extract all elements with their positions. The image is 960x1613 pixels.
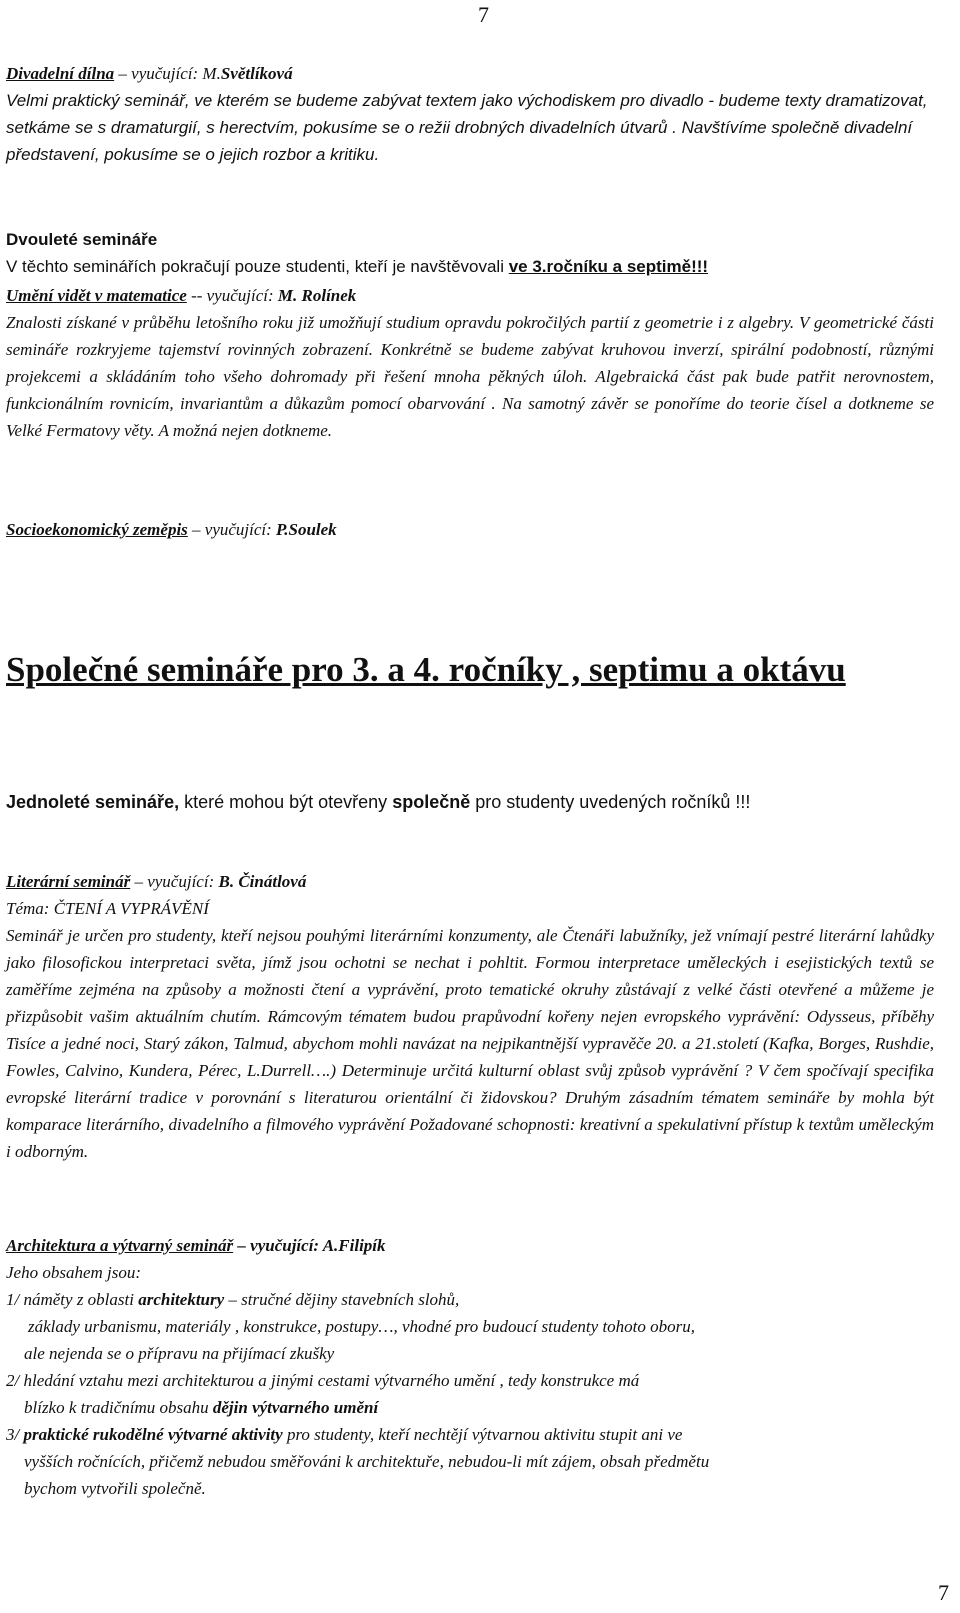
section-title: Divadelní dílna — [6, 64, 115, 83]
section-title: Architektura a výtvarný seminář — [6, 1236, 234, 1255]
list-item-cont: vyšších ročnících, přičemž nebudou směřováni k architektuře, nebudou-li mít zájem, obsah předmětu — [24, 1452, 710, 1471]
list-item: 1/ náměty z oblasti architektury – stručné dějiny stavebních slohů, — [6, 1290, 460, 1309]
teacher-name: : A.Filipík — [313, 1236, 386, 1255]
list-item: 2/ hledání vztahu mezi architekturou a jinými cestami výtvarného umění , tedy konstrukce má — [6, 1371, 640, 1390]
list-item: 3/ praktické rukodělné výtvarné aktivity pro studenty, kteří nechtějí výtvarnou aktivitu stupit ani ve — [6, 1425, 683, 1444]
dvoulete-exclaim: !!! — [691, 257, 709, 276]
section-literarni — [6, 868, 934, 1165]
section-heading: Dvouleté semináře — [6, 230, 158, 249]
section-text: Znalosti získané v průběhu letošního roku již umožňují studium opravdu pokročilých partií z geometrie i z algebry. V geometrické části semináře rozkryjeme tajemství rovinných zobrazení. Konkrétně se budeme zabývat kruhovou inverzí, spirální podobností, různými projekcemi a skládáním toho všeho dohromady při řešení mnoha pěkných úloh. Algebraická část pak bude patřit nerovnostem, funkcionálním rovnicím, invariantům a důkazům pomocí obarvování . Na samotný závěr se ponoříme do teorie čísel a dotkneme se Velké Fermatovy věty. A možná nejen dotkneme. — [6, 313, 934, 440]
section-title: Socioekonomický zeměpis — [6, 520, 188, 539]
list-item-cont: ale nejenda se o přípravu na přijímací zkušky — [24, 1344, 335, 1363]
teacher-label: – vyučující — [233, 1236, 314, 1255]
section-text: Seminář je určen pro studenty, kteří nejsou pouhými literárními konzumenty, ale Čtenáři labužníky, jež vnímají pestré literární lahůdky jako filosofickou interpretaci světa, jímž jsou ochotni se nechat i pohltit. Formou interpretace uměleckých i esejistických textů se zaměříme zejména na způsoby a možnosti čtení a vyprávění, proto tematické okruhy zůstávají z velké části otevřené a můžeme je přizpůsobit vašim aktuálním chutím. Rámcovým tématem budou prapůvodní kořeny nejen evropského vyprávění: Odysseus, příběhy Tisíce a jedné noci, Starý zákon, Talmud, abychom mohli navázat na nejpikantnější vypravěče 20. a 21.století (Kafka, Borges, Rushdie, Fowles, Calvino, Kundera, Pérec, L.Durrell….) Determinuje určitá kulturní oblast svůj způsob vyprávění ? V čem spočívají specifika evropské literární tradice v porovnání s literaturou orientální či židovskou? Druhým zásadním tématem semináře by mohla být komparace literárního, divadelního a filmového vyprávění Požadované schopnosti: kreativní a spekulativní přístup k textům uměleckým i odborným. — [6, 926, 934, 1161]
list-item-cont: bychom vytvořili společně. — [24, 1479, 206, 1498]
section-title: Umění vidět v matematice — [6, 286, 187, 305]
section-title: Literární seminář — [6, 872, 131, 891]
list-item-cont: blízko k tradičnímu obsahu dějin výtvarného umění — [24, 1398, 379, 1417]
teacher-label: – vyučující: — [187, 520, 277, 539]
list-item-cont: základy urbanismu, materiály , konstrukce, postupy…, vhodné pro budoucí studenty tohoto oboru, — [28, 1317, 696, 1336]
page-number-bottom: 7 — [938, 1580, 949, 1605]
teacher-name: B. Činátlová — [218, 872, 307, 891]
teacher-label: -- vyučující: — [186, 286, 278, 305]
teacher-name: M. Rolínek — [277, 286, 357, 305]
section-intro: Jeho obsahem jsou: — [6, 1263, 142, 1282]
section-matematika — [6, 282, 934, 444]
dvoulete-emphasis: ve 3.ročníku a septimě — [508, 257, 692, 276]
section-divadelni-dilna — [6, 60, 934, 168]
teacher-label: – vyučující: M. — [114, 64, 221, 83]
section-text: Velmi praktický seminář, ve kterém se budeme zabývat textem jako východiskem pro divadlo - budeme texty dramatizovat, setkáme se s dramaturgií, s herectvím, pokusíme se o režii drobných divadelních útvarů . Navštívíme společně divadelní představení, pokusíme se o jejich rozbor a kritiku. — [6, 91, 928, 164]
teacher-label: – vyučující: — [130, 872, 219, 891]
teacher-name: Světlíková — [220, 64, 293, 83]
section-zemepis — [6, 516, 934, 543]
section-dvoulete — [6, 226, 934, 280]
dvoulete-text: V těchto seminářích pokračují pouze studenti, kteří je navštěvovali — [6, 257, 509, 276]
section-architektura — [6, 1232, 934, 1502]
main-heading: Společné semináře pro 3. a 4. ročníky , septimu a oktávu — [6, 650, 846, 689]
jednolete-subheading: Jednoleté semináře, které mohou být otevřeny společně pro studenty uvedených ročníků !!! — [6, 792, 751, 812]
section-topic: Téma: ČTENÍ A VYPRÁVĚNÍ — [6, 899, 209, 918]
page-number-top: 7 — [478, 2, 489, 27]
teacher-name: P.Soulek — [276, 520, 337, 539]
